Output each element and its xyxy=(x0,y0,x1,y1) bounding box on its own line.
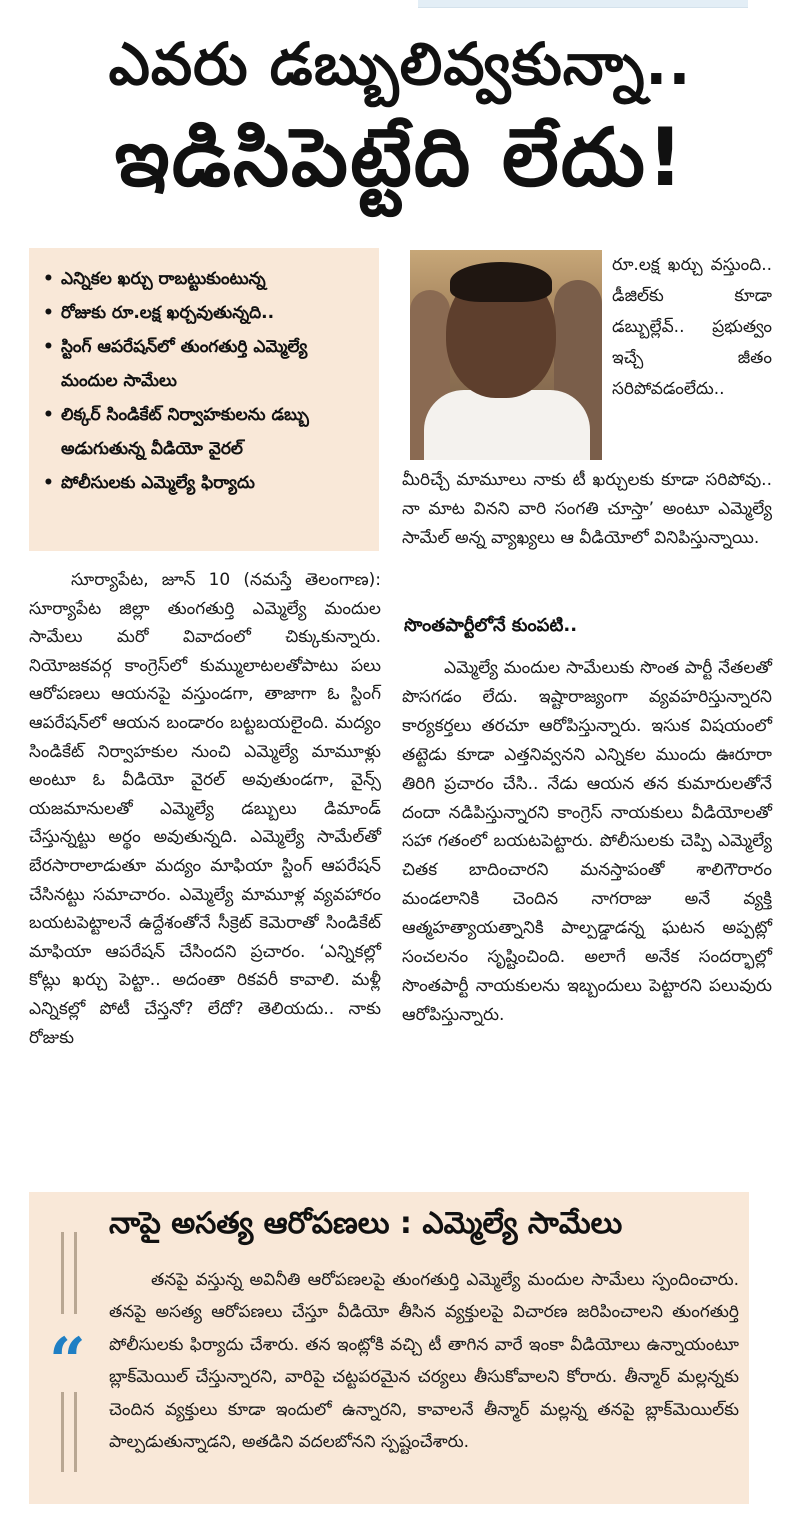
highlight-item xyxy=(41,262,369,296)
quote-box xyxy=(29,1192,749,1504)
quote-box-body: తనపై వస్తున్న అవినీతి ఆరోపణలపై తుంగతుర్తి ఎమ్మెల్యే మందుల సామేలు స్పందించారు. తనపై అసత్య ఆరోపణలు చేస్తూ వీడియో తీసిన వ్యక్తులపై విచారణ జరిపించాలని తుంగతుర్తి పోలీసులకు ఫిర్యాదు చేశారు. తన ఇంట్లోకి వచ్చి టీ తాగిన వారే ఇంకా వీడియోలు ఉన్నాయంటూ బ్లాక్‌మెయిల్ చేస్తున్నారని, వారిపై చట్టపరమైన చర్యలు తీసుకోవాలని కోరారు. తీన్మార్ మల్లన్నకు చెందిన వ్యక్తులు కూడా ఇందులో ఉన్నారని, కావాలనే తీన్మార్ మల్లన్న తనపై బ్లాక్‌మెయిల్‌కు పాల్పడుతున్నాడని, అతడిని వదలబోనని స్పష్టంచేశారు. xyxy=(109,1270,739,1453)
quote-icon: “ xyxy=(49,1324,86,1399)
headline-line-1: ఎవరు డబ్బులివ్వకున్నా.. xyxy=(108,30,692,98)
highlight-item xyxy=(41,398,369,466)
highlight-text: ఎన్నికల ఖర్చు రాబట్టుకుంటున్న xyxy=(61,269,266,289)
bullet-icon: • xyxy=(43,269,54,289)
highlights-list xyxy=(41,262,369,500)
highlight-item xyxy=(41,296,369,330)
highlight-item xyxy=(41,330,369,398)
decorative-lines xyxy=(61,1392,77,1472)
highlights-box xyxy=(29,248,379,551)
section-subheading: సొంతపార్టీలోనే కుంపటి.. xyxy=(404,615,578,636)
mla-shirt xyxy=(424,390,590,460)
article-left-column xyxy=(29,566,381,1052)
highlight-text: లిక్కర్ సిండికేట్ నిర్వాహకులను డబ్బు అడుగుతున్న వీడియో వైరల్ xyxy=(61,405,309,459)
bullet-icon: • xyxy=(43,303,54,323)
highlight-text: పోలీసులకు ఎమ్మెల్యే ఫిర్యాదు xyxy=(61,473,255,493)
highlight-item xyxy=(41,466,369,500)
quote-box-title: నాపై అసత్య ఆరోపణలు : ఎమ్మెల్యే సామేలు xyxy=(109,1206,623,1241)
highlight-text: రోజుకు రూ.లక్ష ఖర్చవుతున్నది.. xyxy=(61,303,275,323)
bullet-icon: • xyxy=(43,405,54,425)
bullet-icon: • xyxy=(43,337,54,357)
top-header-strip xyxy=(418,0,748,8)
article-right-section xyxy=(402,654,772,1030)
article-paragraph: సూర్యాపేట, జూన్ 10 (నమస్తే తెలంగాణ): సూర్యాపేట జిల్లా తుంగతుర్తి ఎమ్మెల్యే మందుల సామేలు మరో వివాదంలో చిక్కుకున్నారు. నియోజకవర్గ కాంగ్రెస్‌లో కుమ్ములాటలతోపాటు పలు ఆరోపణలు ఆయనపై వస్తుండగా, తాజాగా ఓ స్టింగ్ ఆపరేషన్‌లో ఆయన బండారం బట్టబయలైంది. మద్యం సిండికేట్ నిర్వాహకుల నుంచి ఎమ్మెల్యే మామూళ్లు అంటూ ఓ వీడియో వైరల్ అవుతుండగా, వైన్స్ యజమానులతో ఎమ్మెల్యే డబ్బులు డిమాండ్ చేస్తున్నట్టు అర్థం అవుతున్నది. ఎమ్మెల్యే సామేల్‌తో బేరసారాలాడుతూ మద్యం మాఫియా స్టింగ్ ఆపరేషన్ చేసినట్టు సమాచారం. ఎమ్మెల్యే మామూళ్ల వ్యవహారం బయటపెట్టాలనే ఉద్దేశంతోనే సీక్రెట్ కెమెరాతో సిండికేట్ మాఫియా ఆపరేషన్ చేసిందని ప్రచారం. ‘ఎన్నికల్లో కోట్లు ఖర్చు పెట్టా.. అదంతా రికవరీ కావాలి. మళ్లీ ఎన్నికల్లో పోటీ చేస్తనో? లేదో? తెలియదు.. నాకు రోజుకు xyxy=(29,570,381,1048)
headline-line-2: ఇడిసిపెట్టేది లేదు! xyxy=(114,111,686,204)
mla-photo xyxy=(410,250,602,460)
article-paragraph: ఎమ్మెల్యే మందుల సామేలుకు సొంత పార్టీ నేతలతో పొసగడం లేదు. ఇష్టారాజ్యంగా వ్యవహరిస్తున్నారని కార్యకర్తలు తరచూ ఆరోపిస్తున్నారు. ఇసుక విషయంలో తట్టెడు కూడా ఎత్తనివ్వనని ఎన్నికల ముందు ఊరూరా తిరిగి ప్రచారం చేసి.. నేడు ఆయన తన కుమారులతోనే దందా నడిపిస్తున్నారని కాంగ్రెస్ నాయకులు వీడియోలతో సహా గతంలో బయటపెట్టారు. పోలీసులకు చెప్పి ఎమ్మెల్యే చితక బాదించారని మనస్తాపంతో శాలిగౌరారం మండలానికి చెందిన నాగరాజు అనే వ్యక్తి ఆత్మహత్యాయత్నానికి పాల్పడ్డాడన్న ఘటన అప్పట్లో సంచలనం సృష్టించింది. అలాగే అనేక సందర్భాల్లో సొంతపార్టీ నాయకులను ఇబ్బందులు పెట్టారని పలువురు ఆరోపిస్తున్నారు. xyxy=(402,658,772,1025)
mla-hair xyxy=(450,262,552,302)
article-right-continue xyxy=(402,466,772,553)
decorative-lines xyxy=(61,1232,77,1314)
bullet-icon: • xyxy=(43,473,54,493)
highlight-text: స్టింగ్ ఆపరేషన్‌లో తుంగతుర్తి ఎమ్మెల్యే మందుల సామేలు xyxy=(61,337,308,391)
article-right-top xyxy=(612,250,772,405)
article-paragraph: మీరిచ్చే మామూలు నాకు టీ ఖర్చులకు కూడా సరిపోవు.. నా మాట వినని వారి సంగతి చూస్తా’ అంటూ ఎమ్మెల్యే సామేల్ అన్న వ్యాఖ్యలు ఆ వీడియోలో వినిపిస్తున్నాయి. xyxy=(402,470,772,548)
article-paragraph: రూ.లక్ష ఖర్చు వస్తుంది.. డీజిల్‌కు కూడా డబ్బుల్లేవ్.. ప్రభుత్వం ఇచ్చే జీతం సరిపోవడంలేదు.. xyxy=(612,255,772,399)
